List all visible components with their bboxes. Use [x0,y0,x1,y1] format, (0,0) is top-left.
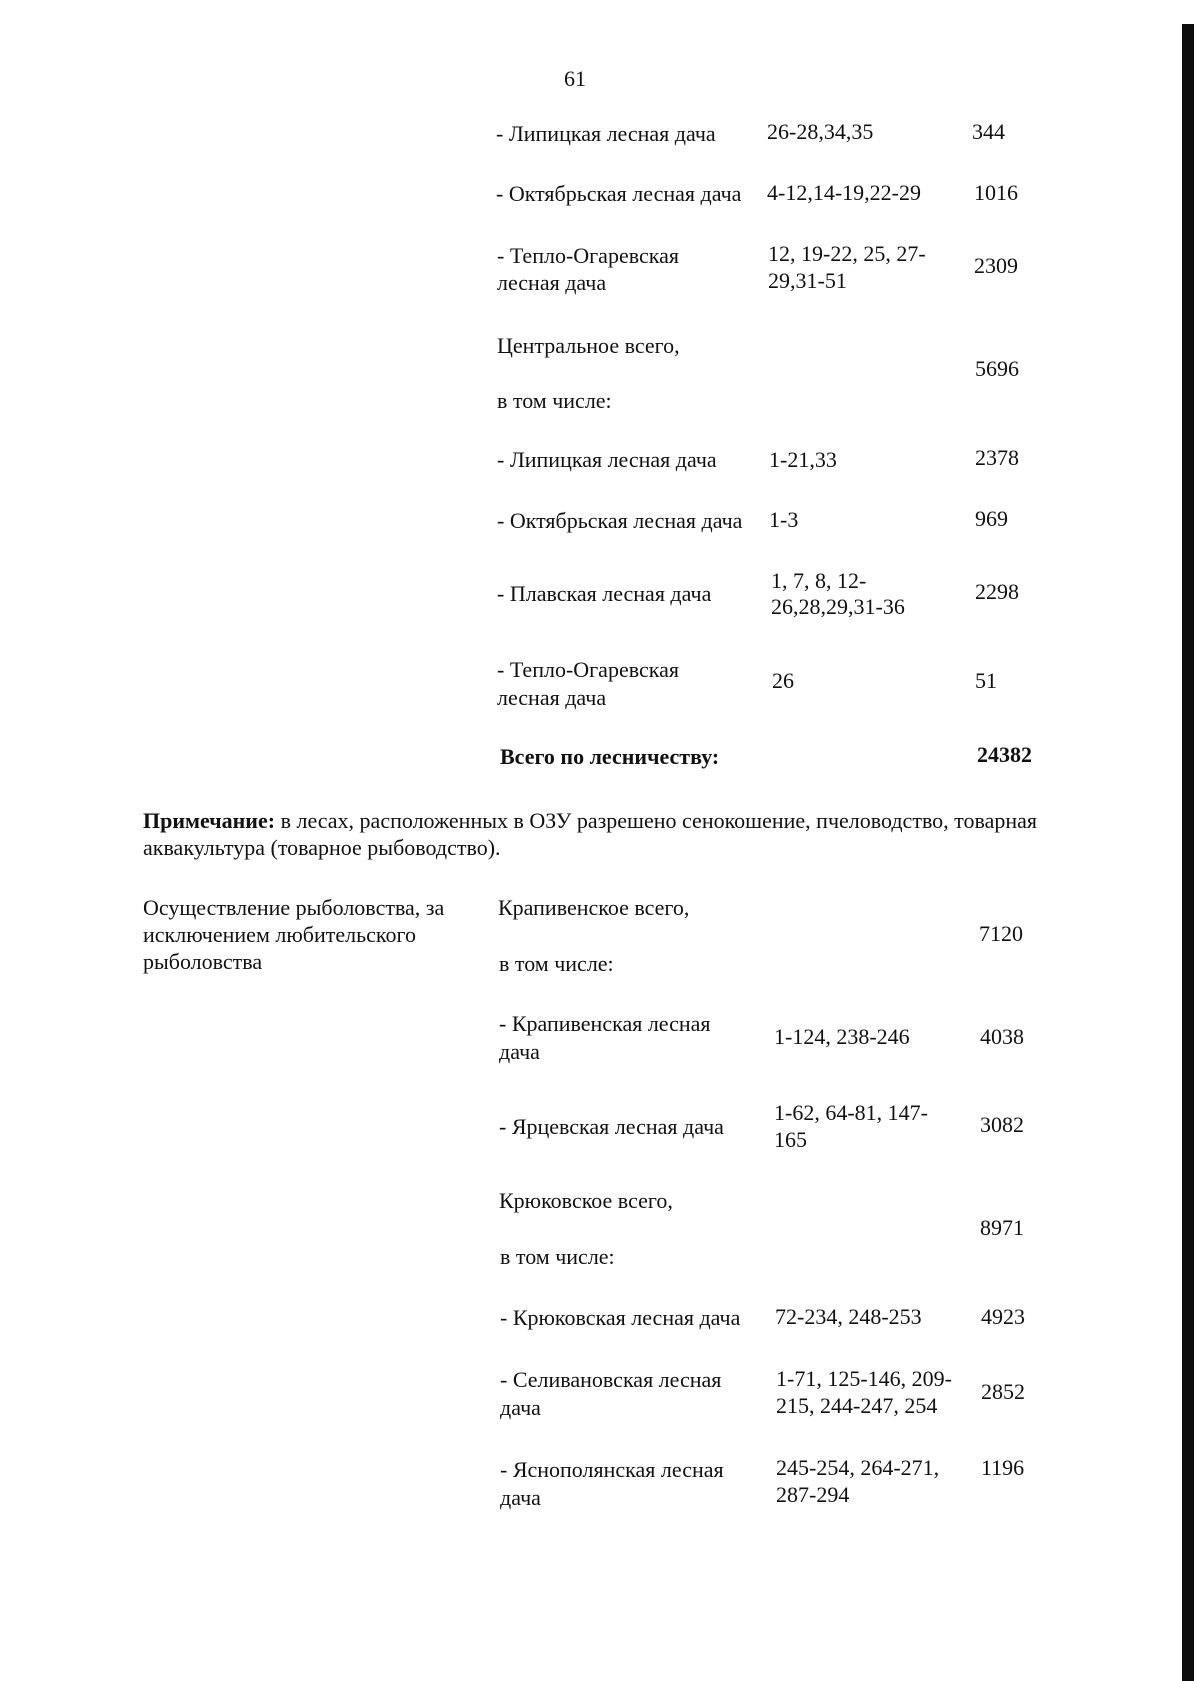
group-title: Центральное всего, [497,333,680,358]
row-name: - Октябрьская лесная дача [496,181,742,206]
row-quarters: 287-294 [776,1482,850,1507]
row-name: - Липицкая лесная дача [496,121,716,146]
row-area: 344 [972,119,1005,144]
row-quarters: 1-62, 64-81, 147- [774,1100,928,1125]
row-area: 4923 [981,1304,1025,1329]
row-name: дача [499,1039,540,1064]
activity-name: исключением любительского [143,922,416,947]
row-name: - Селивановская лесная [500,1367,722,1392]
group-total: 7120 [979,921,1023,946]
row-quarters: 165 [774,1127,807,1152]
page-edge-shadow [1182,24,1194,1681]
row-quarters: 26-28,34,35 [767,119,874,144]
row-name: - Крапивенская лесная [499,1011,711,1036]
row-name: лесная дача [497,270,607,295]
group-total: 5696 [975,356,1019,381]
group-title: Крюковское всего, [499,1188,673,1213]
row-quarters: 1-21,33 [769,447,837,472]
row-name: - Крюковская лесная дача [500,1305,741,1330]
group-subtitle: в том числе: [497,388,612,413]
row-quarters: 29,31-51 [768,268,847,293]
row-quarters: 1-71, 125-146, 209- [776,1366,952,1391]
row-quarters: 1-124, 238-246 [774,1024,910,1049]
row-quarters: 4-12,14-19,22-29 [767,180,921,205]
row-area: 3082 [980,1112,1024,1137]
group-total: 8971 [980,1215,1024,1240]
row-quarters: 215, 244-247, 254 [776,1393,938,1418]
row-quarters: 1, 7, 8, 12- [771,568,867,593]
row-name: - Тепло-Огаревская [497,243,679,268]
row-name: - Плавская лесная дача [497,581,712,606]
row-area: 2309 [974,253,1018,278]
row-quarters: 1-3 [769,507,799,532]
row-area: 2378 [975,445,1019,470]
row-name: лесная дача [497,685,607,710]
row-name: дача [500,1485,541,1510]
page-number: 61 [564,66,586,91]
group-subtitle: в том числе: [499,951,614,976]
row-name: - Ярцевская лесная дача [499,1114,724,1139]
row-area: 1196 [981,1455,1025,1480]
activity-name: рыболовства [143,949,263,974]
row-quarters: 12, 19-22, 25, 27- [768,241,926,266]
group-subtitle: в том числе: [500,1244,615,1269]
group-title: Крапивенское всего, [498,895,690,920]
note-paragraph [143,807,1043,861]
row-name: - Октябрьская лесная дача [497,508,743,533]
grand-total-label: Всего по лесничеству: [500,744,720,769]
row-name: - Липицкая лесная дача [497,447,717,472]
row-quarters: 26 [772,668,794,693]
row-area: 969 [975,506,1008,531]
row-quarters: 245-254, 264-271, [776,1455,940,1480]
note-label: Примечание: [143,808,276,833]
note-text: в лесах, расположенных в ОЗУ разрешено сенокошение, пчеловодство, товарная аквакультура (товарное рыбоводство). [143,808,1038,860]
row-quarters: 26,28,29,31-36 [771,594,905,619]
row-name: - Яснополянская лесная [500,1457,724,1482]
row-area: 4038 [980,1024,1024,1049]
row-area: 51 [975,668,997,693]
grand-total-value: 24382 [977,742,1032,767]
activity-name: Осуществление рыболовства, за [143,895,445,920]
row-name: - Тепло-Огаревская [497,657,679,682]
row-area: 2852 [981,1379,1025,1404]
row-name: дача [500,1395,541,1420]
row-quarters: 72-234, 248-253 [775,1304,922,1329]
row-area: 1016 [974,180,1018,205]
row-area: 2298 [975,579,1019,604]
